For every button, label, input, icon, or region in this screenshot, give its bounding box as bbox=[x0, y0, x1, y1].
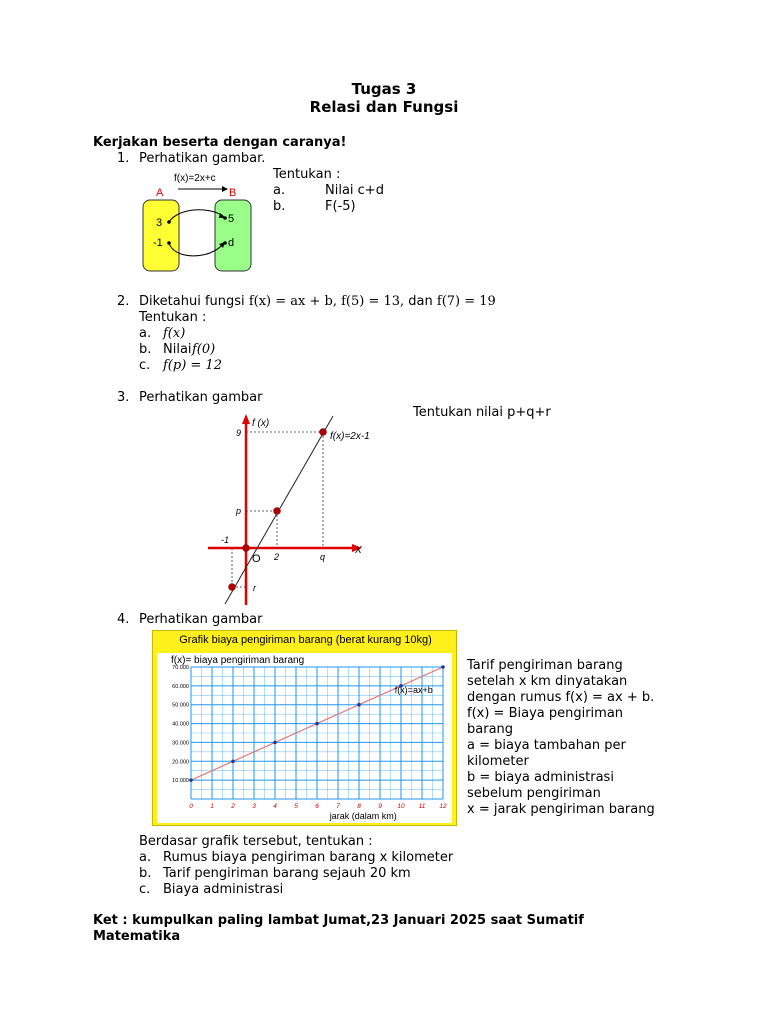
chart-ytick-label: 50.000 bbox=[172, 702, 189, 709]
instruction: Kerjakan beserta dengan caranya! bbox=[93, 135, 347, 150]
chart-data-point bbox=[273, 741, 277, 745]
q4-number: 4. bbox=[117, 612, 130, 627]
q1-set-b-label: B bbox=[229, 187, 237, 199]
q1-tentukan: Tentukan : bbox=[273, 167, 341, 182]
chart-xlabel: jarak (dalam km) bbox=[329, 811, 397, 821]
q4-desc-line: setelah x km dinyatakan bbox=[467, 674, 628, 689]
q3-origin: O bbox=[252, 553, 261, 565]
q3-tick-q: q bbox=[320, 552, 326, 562]
page-title: Tugas 3 bbox=[351, 80, 417, 98]
q1-b-text: F(-5) bbox=[325, 199, 356, 214]
q3-ylabel: f (x) bbox=[252, 418, 270, 429]
q2-b-text: f(0) bbox=[192, 342, 216, 357]
chart-xtick-label: 0 bbox=[189, 803, 193, 810]
chart-ytick-label: 10.000 bbox=[172, 778, 189, 785]
q1-mapping-diagram bbox=[138, 170, 258, 276]
chart-xtick-label: 5 bbox=[294, 803, 298, 810]
q4-description bbox=[467, 658, 655, 818]
chart-plot-area bbox=[157, 653, 452, 823]
q4-desc-line: sebelum pengiriman bbox=[467, 786, 601, 801]
q1-a2: -1 bbox=[153, 237, 163, 249]
footer-note-2: Matematika bbox=[93, 929, 181, 944]
q1-set-b bbox=[215, 200, 251, 271]
chart-xtick-label: 11 bbox=[418, 803, 426, 810]
q4-desc-line: kilometer bbox=[467, 754, 529, 769]
q1-a-label: a. bbox=[273, 183, 286, 198]
q1-func-label: f(x)=2x+c bbox=[174, 173, 216, 184]
q3-function-graph bbox=[200, 412, 370, 607]
q3-func-label: f(x)=2x-1 bbox=[330, 431, 370, 442]
q2-c-text: f(p) = 12 bbox=[163, 358, 222, 373]
q3-xlabel: X bbox=[355, 545, 362, 556]
q3-tick-9: 9 bbox=[236, 428, 242, 438]
q4-a-text: Rumus biaya pengiriman barang x kilometer bbox=[163, 850, 454, 865]
q2-statement bbox=[139, 294, 496, 309]
q2-c-label: c. bbox=[139, 358, 151, 373]
chart-xtick-label: 10 bbox=[397, 803, 405, 810]
q3-tick-m1: -1 bbox=[221, 535, 230, 545]
q1-a-text: Nilai c+d bbox=[325, 183, 384, 198]
q4-c-text: Biaya administrasi bbox=[163, 882, 284, 897]
q3-tick-2: 2 bbox=[274, 552, 280, 562]
chart-ytick-label: 30.000 bbox=[172, 740, 189, 747]
q2-tentukan: Tentukan : bbox=[139, 310, 207, 325]
chart-ytick-label: 20.000 bbox=[172, 759, 189, 766]
chart-ytick-label: 60.000 bbox=[172, 683, 189, 690]
q1-a1: 3 bbox=[156, 217, 163, 229]
q4-desc-line: dengan rumus f(x) = ax + b. bbox=[467, 690, 655, 705]
q2-a-text: f(x) bbox=[163, 326, 186, 341]
chart-xtick-label: 3 bbox=[252, 803, 256, 810]
q3-number: 3. bbox=[117, 390, 130, 405]
q1-b2: d bbox=[228, 237, 235, 249]
chart-xtick-label: 2 bbox=[231, 803, 235, 810]
q2-mid: dan bbox=[408, 294, 433, 309]
chart-ytick-label: 40.000 bbox=[172, 721, 189, 728]
q1-set-a bbox=[143, 200, 179, 271]
q1-text: Perhatikan gambar. bbox=[139, 151, 266, 166]
chart-ytick-label: 70.000 bbox=[172, 665, 189, 671]
chart-legend: f(x)= biaya pengiriman barang bbox=[171, 655, 305, 666]
q4-desc-line: a = biaya tambahan per bbox=[467, 738, 626, 753]
q4-desc-line: x = jarak pengiriman barang bbox=[467, 802, 655, 817]
q3-text: Perhatikan gambar bbox=[139, 390, 263, 405]
q4-text: Perhatikan gambar bbox=[139, 612, 263, 627]
chart-data-point bbox=[231, 759, 235, 763]
chart-xtick-label: 6 bbox=[315, 803, 319, 810]
q4-desc-line: f(x) = Biaya pengiriman bbox=[467, 706, 624, 721]
chart-annotation: f(x)=ax+b bbox=[394, 684, 433, 695]
chart-data-point bbox=[189, 778, 193, 782]
q4-desc-line: barang bbox=[467, 722, 514, 737]
q1-set-a-label: A bbox=[156, 187, 164, 199]
q4-a-label: a. bbox=[139, 850, 152, 865]
q4-desc-line: Tarif pengiriman barang bbox=[467, 658, 623, 673]
q4-b-label: b. bbox=[139, 866, 152, 881]
q2-b-pre: Nilai bbox=[163, 342, 192, 357]
chart-data-point bbox=[357, 703, 361, 707]
chart-xtick-label: 9 bbox=[378, 803, 382, 810]
q3-tick-r: r bbox=[253, 583, 256, 593]
chart-data-point bbox=[315, 722, 319, 726]
q2-pre: Diketahui fungsi bbox=[139, 294, 245, 309]
chart-xtick-label: 4 bbox=[273, 803, 277, 810]
q4-after: Berdasar grafik tersebut, tentukan : bbox=[139, 834, 373, 849]
q3-tick-p: p bbox=[236, 506, 242, 516]
chart-xtick-label: 7 bbox=[336, 803, 340, 810]
chart-title: Grafik biaya pengiriman barang (berat kurang 10kg) bbox=[179, 634, 432, 646]
q1-number: 1. bbox=[117, 151, 130, 166]
chart-svg bbox=[157, 653, 452, 823]
chart-xtick-label: 1 bbox=[210, 803, 214, 810]
q4-chart bbox=[152, 630, 457, 826]
q2-f1: f(x) = ax + b, bbox=[248, 294, 337, 309]
q3-task: Tentukan nilai p+q+r bbox=[413, 405, 551, 420]
chart-data-point bbox=[441, 665, 445, 669]
page-subtitle: Relasi dan Fungsi bbox=[309, 98, 459, 116]
q2-b-label: b. bbox=[139, 342, 152, 357]
footer-note: Ket : kumpulkan paling lambat Jumat,23 Januari 2025 saat Sumatif bbox=[93, 913, 584, 928]
q2-f2: f(5) = 13, bbox=[341, 294, 405, 309]
q2-number: 2. bbox=[117, 294, 130, 309]
q4-b-text: Tarif pengiriman barang sejauh 20 km bbox=[163, 866, 411, 881]
q2-a-label: a. bbox=[139, 326, 152, 341]
q1-b-label: b. bbox=[273, 199, 286, 214]
chart-xtick-label: 8 bbox=[357, 803, 361, 810]
q2-f3: f(7) = 19 bbox=[436, 294, 496, 309]
q1-b1: 5 bbox=[228, 213, 235, 225]
q4-c-label: c. bbox=[139, 882, 151, 897]
q4-desc-line: b = biaya administrasi bbox=[467, 770, 614, 785]
chart-xtick-label: 12 bbox=[439, 803, 447, 810]
